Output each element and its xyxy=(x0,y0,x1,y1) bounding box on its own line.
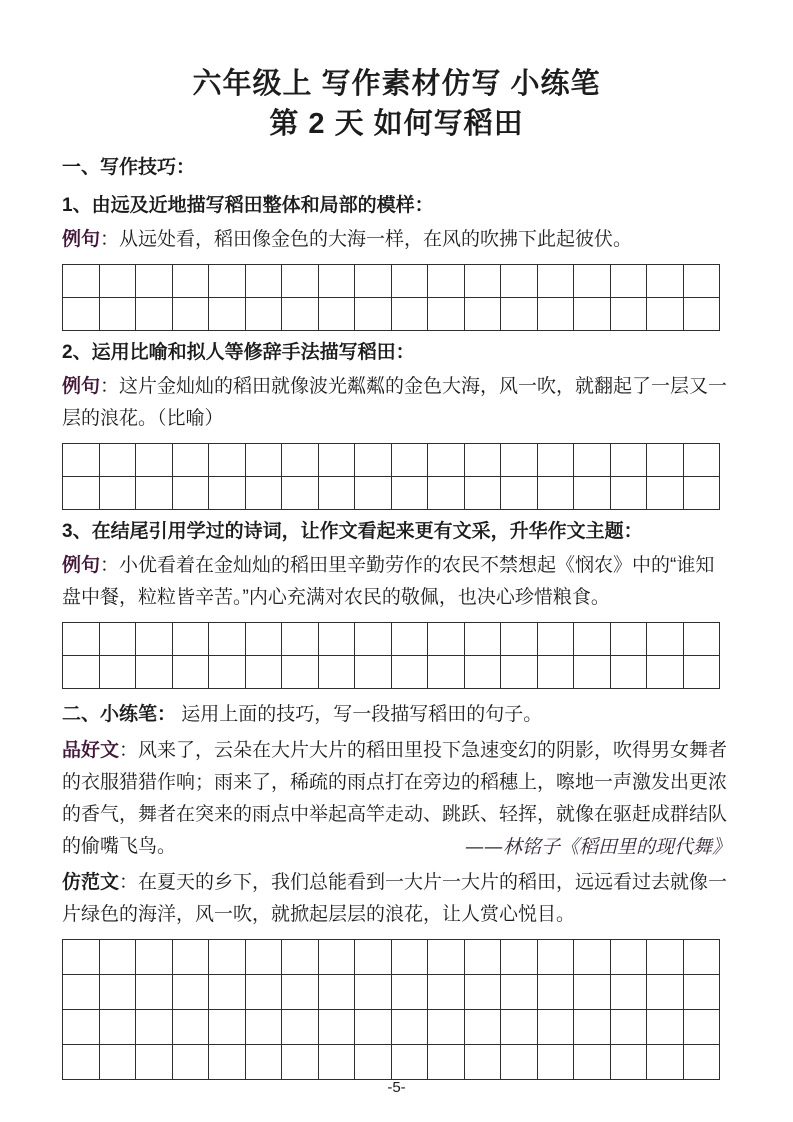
writing-grid-cell xyxy=(245,1009,282,1044)
writing-grid-cell xyxy=(537,622,574,655)
example-label: 例句 xyxy=(62,229,101,250)
writing-grid-cell xyxy=(354,939,391,974)
writing-grid-cell xyxy=(427,655,464,688)
writing-grid-cell xyxy=(281,1044,318,1079)
writing-grid-cell xyxy=(500,1044,537,1079)
writing-grid-cell xyxy=(464,1044,501,1079)
writing-grid-cell xyxy=(62,655,99,688)
writing-grid-row xyxy=(62,264,719,297)
writing-grid-cell xyxy=(245,443,282,476)
writing-grid-cell xyxy=(208,476,245,509)
writing-grid-cell xyxy=(172,297,209,330)
writing-grid-cell xyxy=(500,297,537,330)
writing-grid-cell xyxy=(683,443,720,476)
skill-item-1-heading: 1、由远及近地描写稻田整体和局部的模样： xyxy=(62,195,434,216)
writing-grid-cell xyxy=(500,655,537,688)
writing-grid-cell xyxy=(391,974,428,1009)
writing-grid-cell xyxy=(62,1009,99,1044)
example-text: ：小优看着在金灿灿的稻田里辛勤劳作的农民不禁想起《悯农》中的“谁知盘中餐，粒粒皆辛苦。”内心充满对农民的敬佩，也决心珍惜粮食。 xyxy=(62,555,715,608)
writing-grid-cell xyxy=(646,655,683,688)
writing-grid-cell xyxy=(318,655,355,688)
writing-grid-cell xyxy=(172,622,209,655)
model-sample-label: 仿范文 xyxy=(62,872,120,893)
page-title-line2: 第 2 天 如何写稻田 xyxy=(269,108,524,140)
writing-grid-cell xyxy=(135,939,172,974)
practice-heading-text: 运用上面的技巧，写一段描写稻田的句子。 xyxy=(176,704,543,725)
writing-grid-cell xyxy=(99,622,136,655)
writing-grid-cell xyxy=(99,264,136,297)
writing-grid-cell xyxy=(172,476,209,509)
writing-grid-2 xyxy=(62,443,720,510)
writing-grid-cell xyxy=(573,655,610,688)
writing-grid-cell xyxy=(281,264,318,297)
writing-grid-cell xyxy=(62,476,99,509)
writing-grid-cell xyxy=(464,939,501,974)
writing-grid-cell xyxy=(537,1044,574,1079)
writing-grid-cell xyxy=(646,1044,683,1079)
writing-grid-cell xyxy=(208,297,245,330)
skill-item-2-example xyxy=(62,371,731,435)
writing-grid-cell xyxy=(208,1044,245,1079)
writing-grid-row xyxy=(62,476,719,509)
writing-grid-cell xyxy=(500,974,537,1009)
writing-grid-cell xyxy=(318,297,355,330)
practice-heading-label: 二、小练笔： xyxy=(62,704,177,725)
writing-grid-cell xyxy=(573,1044,610,1079)
writing-grid-cell xyxy=(99,476,136,509)
writing-grid-row xyxy=(62,655,719,688)
example-text: ：这片金灿灿的稻田就像波光粼粼的金色大海，风一吹，就翻起了一层又一层的浪花。（比喻） xyxy=(62,376,728,429)
section-heading-writing-skills: 一、写作技巧： xyxy=(62,157,196,178)
writing-grid-cell xyxy=(646,264,683,297)
writing-grid-cell xyxy=(391,297,428,330)
writing-grid-3 xyxy=(62,622,720,689)
writing-grid-cell xyxy=(610,264,647,297)
writing-grid-cell xyxy=(172,443,209,476)
writing-grid-cell xyxy=(464,1009,501,1044)
writing-grid-cell xyxy=(391,443,428,476)
writing-grid-cell xyxy=(683,655,720,688)
writing-grid-cell xyxy=(208,655,245,688)
writing-grid-cell xyxy=(537,476,574,509)
writing-grid-cell xyxy=(62,1044,99,1079)
writing-grid-cell xyxy=(427,476,464,509)
writing-grid-1 xyxy=(62,264,720,331)
writing-grid-cell xyxy=(281,655,318,688)
writing-grid-cell xyxy=(354,297,391,330)
writing-grid-cell xyxy=(464,622,501,655)
skill-item-3 xyxy=(62,516,731,689)
skill-item-3-heading: 3、在结尾引用学过的诗词，让作文看起来更有文采，升华作文主题： xyxy=(62,521,643,542)
writing-grid-cell xyxy=(245,655,282,688)
writing-grid-cell xyxy=(391,264,428,297)
writing-grid-cell xyxy=(354,974,391,1009)
writing-grid-cell xyxy=(135,974,172,1009)
writing-grid-cell xyxy=(318,264,355,297)
writing-grid-cell xyxy=(573,974,610,1009)
writing-grid-cell xyxy=(500,443,537,476)
writing-grid-cell xyxy=(646,476,683,509)
section-heading-practice xyxy=(62,699,731,731)
writing-grid-cell xyxy=(683,1044,720,1079)
skill-item-3-example xyxy=(62,550,731,614)
writing-grid-cell xyxy=(537,974,574,1009)
writing-grid-cell xyxy=(646,974,683,1009)
page-number: -5- xyxy=(387,1079,406,1096)
writing-grid-cell xyxy=(427,1009,464,1044)
writing-grid-cell xyxy=(646,1009,683,1044)
writing-grid-cell xyxy=(99,443,136,476)
writing-grid-cell xyxy=(464,476,501,509)
writing-grid-cell xyxy=(135,655,172,688)
writing-grid-cell xyxy=(610,622,647,655)
writing-grid-cell xyxy=(62,939,99,974)
writing-grid-cell xyxy=(354,622,391,655)
writing-grid-cell xyxy=(172,655,209,688)
writing-grid-cell xyxy=(464,655,501,688)
writing-grid-cell xyxy=(683,476,720,509)
page-title-line1: 六年级上 写作素材仿写 小练笔 xyxy=(192,68,601,100)
writing-grid-cell xyxy=(391,622,428,655)
writing-grid-cell xyxy=(464,443,501,476)
writing-grid-cell xyxy=(500,1009,537,1044)
writing-grid-cell xyxy=(573,1009,610,1044)
writing-grid-cell xyxy=(354,443,391,476)
model-sample-paragraph xyxy=(62,867,731,931)
example-text: ：从远处看，稻田像金色的大海一样，在风的吹拂下此起彼伏。 xyxy=(100,229,633,250)
writing-grid-cell xyxy=(281,939,318,974)
writing-grid-cell xyxy=(245,297,282,330)
writing-grid-cell xyxy=(683,1009,720,1044)
page-title xyxy=(62,64,731,144)
writing-grid-row xyxy=(62,939,719,974)
writing-grid-row xyxy=(62,622,719,655)
writing-grid-cell xyxy=(427,622,464,655)
writing-grid-cell xyxy=(427,264,464,297)
writing-grid-cell xyxy=(245,622,282,655)
writing-grid-cell xyxy=(427,443,464,476)
writing-grid-cell xyxy=(573,622,610,655)
writing-grid-cell xyxy=(208,974,245,1009)
writing-grid-cell xyxy=(646,939,683,974)
writing-grid-cell xyxy=(391,1009,428,1044)
writing-grid-cell xyxy=(573,264,610,297)
writing-grid-cell xyxy=(646,622,683,655)
writing-grid-cell xyxy=(537,264,574,297)
writing-grid-cell xyxy=(99,655,136,688)
writing-grid-cell xyxy=(391,655,428,688)
writing-grid-cell xyxy=(62,974,99,1009)
writing-grid-cell xyxy=(208,264,245,297)
writing-grid-cell xyxy=(172,1009,209,1044)
writing-grid-cell xyxy=(500,939,537,974)
writing-grid-cell xyxy=(354,1044,391,1079)
writing-grid-cell xyxy=(610,476,647,509)
writing-grid-cell xyxy=(318,622,355,655)
writing-grid-cell xyxy=(427,939,464,974)
writing-grid-cell xyxy=(281,1009,318,1044)
writing-grid-cell xyxy=(318,476,355,509)
writing-grid-cell xyxy=(245,1044,282,1079)
writing-grid-cell xyxy=(537,939,574,974)
skill-item-1-example xyxy=(62,224,731,256)
writing-grid-cell xyxy=(62,297,99,330)
writing-grid-cell xyxy=(172,264,209,297)
writing-grid-cell xyxy=(135,1044,172,1079)
writing-grid-cell xyxy=(172,1044,209,1079)
writing-grid-cell xyxy=(610,1009,647,1044)
writing-grid-cell xyxy=(683,939,720,974)
writing-grid-cell xyxy=(464,974,501,1009)
writing-grid-cell xyxy=(62,264,99,297)
writing-grid-cell xyxy=(135,476,172,509)
writing-grid-cell xyxy=(500,476,537,509)
writing-grid-cell xyxy=(281,476,318,509)
writing-grid-cell xyxy=(500,622,537,655)
writing-grid-cell xyxy=(245,974,282,1009)
writing-grid-cell xyxy=(318,443,355,476)
writing-grid-cell xyxy=(610,297,647,330)
writing-grid-cell xyxy=(62,443,99,476)
writing-grid-cell xyxy=(610,974,647,1009)
skill-item-2 xyxy=(62,337,731,510)
writing-grid-cell xyxy=(172,939,209,974)
writing-grid-cell xyxy=(537,1009,574,1044)
writing-grid-cell xyxy=(354,655,391,688)
good-sample-text: ：风来了，云朵在大片大片的稻田里投下急速变幻的阴影，吹得男女舞者的衣服猎猎作响；雨来了，稀疏的雨点打在旁边的稻穗上，嚓地一声激发出更浓的香气，舞者在突来的雨点中举起高竿走动、跳跃、轻挥，就像在驱赶成群结队的偷嘴飞鸟。 xyxy=(62,740,728,857)
writing-grid-cell xyxy=(354,476,391,509)
model-sample-text: ：在夏天的乡下，我们总能看到一大片一大片的稻田，远远看过去就像一片绿色的海洋，风一吹，就掀起层层的浪花，让人赏心悦目。 xyxy=(62,872,728,925)
writing-grid-cell xyxy=(208,1009,245,1044)
writing-grid-cell xyxy=(318,974,355,1009)
writing-grid-cell xyxy=(135,622,172,655)
writing-grid-cell xyxy=(683,622,720,655)
writing-grid-cell xyxy=(62,622,99,655)
writing-grid-cell xyxy=(464,264,501,297)
writing-grid-cell xyxy=(537,297,574,330)
writing-grid-cell xyxy=(573,939,610,974)
writing-grid-cell xyxy=(610,939,647,974)
writing-grid-row xyxy=(62,1044,719,1079)
writing-grid-cell xyxy=(208,939,245,974)
skill-item-1 xyxy=(62,190,731,331)
writing-grid-cell xyxy=(537,655,574,688)
writing-grid-cell xyxy=(646,297,683,330)
writing-grid-cell xyxy=(354,1009,391,1044)
writing-grid-cell xyxy=(427,1044,464,1079)
writing-grid-row xyxy=(62,1009,719,1044)
writing-grid-cell xyxy=(427,297,464,330)
writing-grid-cell xyxy=(99,1009,136,1044)
writing-grid-cell xyxy=(318,1009,355,1044)
writing-grid-row xyxy=(62,297,719,330)
writing-grid-cell xyxy=(683,297,720,330)
writing-grid-cell xyxy=(610,1044,647,1079)
writing-grid-cell xyxy=(99,974,136,1009)
writing-grid-cell xyxy=(281,443,318,476)
writing-grid-cell xyxy=(610,655,647,688)
writing-grid-cell xyxy=(573,443,610,476)
writing-grid-cell xyxy=(99,939,136,974)
writing-grid-cell xyxy=(135,443,172,476)
writing-grid-cell xyxy=(281,297,318,330)
writing-grid-row xyxy=(62,443,719,476)
writing-grid-cell xyxy=(208,443,245,476)
writing-grid-cell xyxy=(573,297,610,330)
writing-grid-cell xyxy=(245,939,282,974)
example-label: 例句 xyxy=(62,376,101,397)
writing-grid-practice xyxy=(62,939,720,1080)
writing-grid-cell xyxy=(500,264,537,297)
writing-grid-cell xyxy=(245,476,282,509)
writing-grid-cell xyxy=(573,476,610,509)
writing-grid-cell xyxy=(610,443,647,476)
writing-grid-cell xyxy=(135,297,172,330)
writing-grid-cell xyxy=(391,939,428,974)
writing-grid-cell xyxy=(537,443,574,476)
writing-grid-cell xyxy=(281,974,318,1009)
writing-grid-cell xyxy=(683,264,720,297)
writing-grid-cell xyxy=(318,1044,355,1079)
writing-grid-row xyxy=(62,974,719,1009)
writing-grid-cell xyxy=(318,939,355,974)
writing-grid-cell xyxy=(135,1009,172,1044)
writing-grid-cell xyxy=(172,974,209,1009)
skill-item-2-heading: 2、运用比喻和拟人等修辞手法描写稻田： xyxy=(62,342,415,363)
writing-grid-cell xyxy=(427,974,464,1009)
writing-grid-cell xyxy=(208,622,245,655)
writing-grid-cell xyxy=(245,264,282,297)
writing-grid-cell xyxy=(683,974,720,1009)
good-sample-label: 品好文 xyxy=(62,740,120,761)
writing-grid-cell xyxy=(391,476,428,509)
writing-grid-cell xyxy=(281,622,318,655)
writing-grid-cell xyxy=(646,443,683,476)
writing-grid-cell xyxy=(99,297,136,330)
writing-grid-cell xyxy=(464,297,501,330)
good-sample-attribution: ——林铭子《稻田里的现代舞》 xyxy=(464,836,731,858)
example-label: 例句 xyxy=(62,555,101,576)
writing-grid-cell xyxy=(391,1044,428,1079)
writing-grid-cell xyxy=(135,264,172,297)
writing-grid-cell xyxy=(354,264,391,297)
writing-grid-cell xyxy=(99,1044,136,1079)
